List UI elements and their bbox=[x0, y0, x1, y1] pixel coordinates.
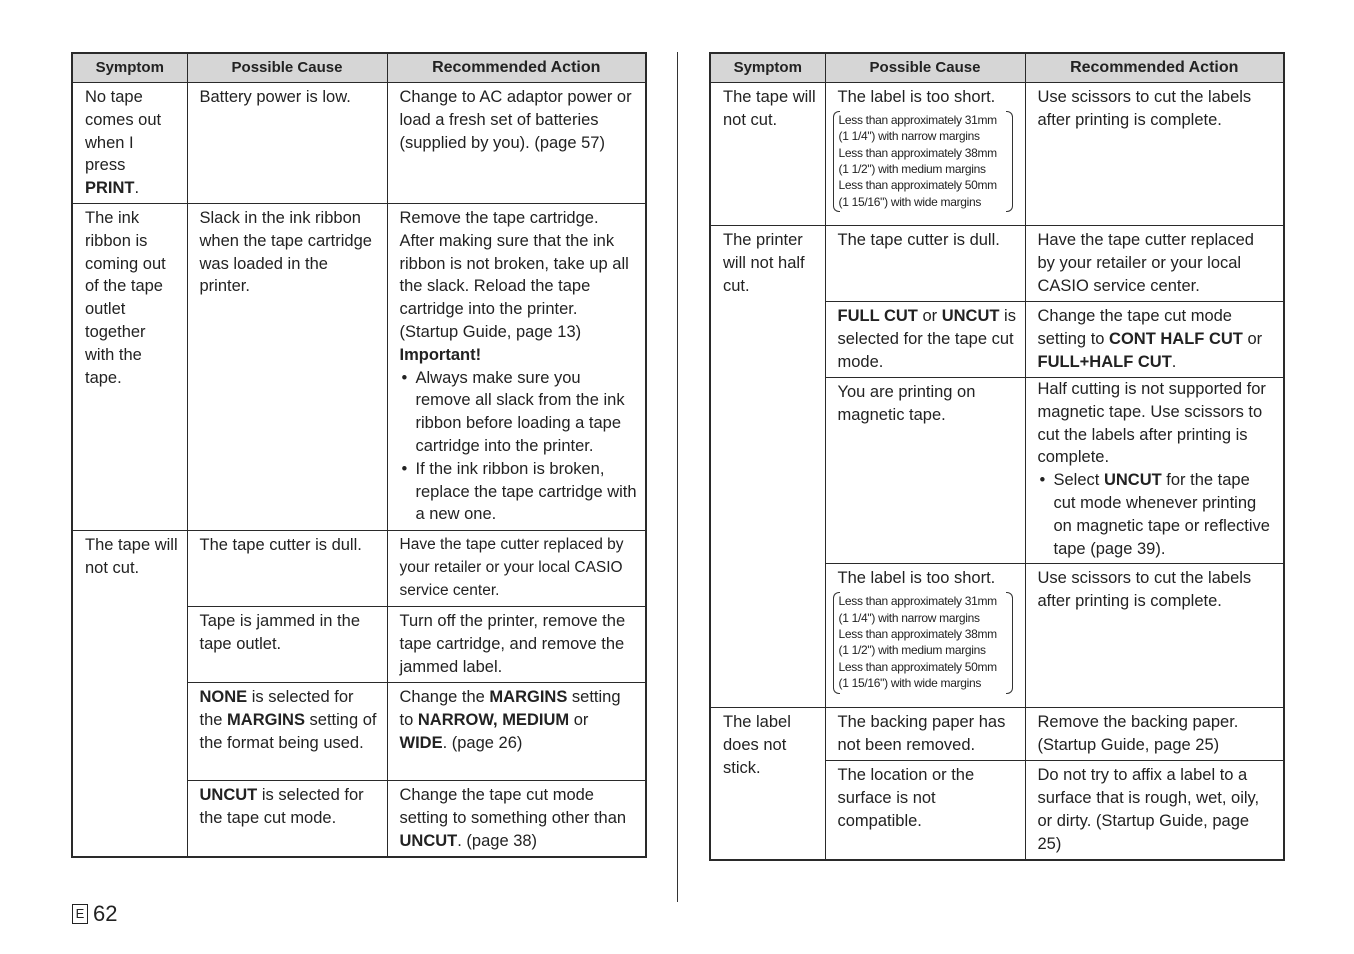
margin-note: Less than approximately 31mm (1 1/4") with narrow margins Less than approximately 38mm (1 1/2") with medium margins Less than approximately 50mm (1 15/16") with wide margins bbox=[835, 592, 1013, 693]
cause-cell: Slack in the ink ribbon when the tape cartridge was loaded in the printer. bbox=[187, 204, 387, 531]
cause-cell: The backing paper has not been removed. bbox=[825, 708, 1025, 761]
action-cell: Remove the tape cartridge. After making sure that the ink ribbon is not broken, take up all the slack. Reload the tape cartridge into the printer. (Startup Guide, page 13) Important! • Always make sure you remove all slack from the ink ribbon before loading a tape cartridge into the printer. • If the ink ribbon is broken, replace the tape cartridge with a new one. bbox=[387, 204, 646, 531]
action-cell: Have the tape cutter replaced by your retailer or your local CASIO service center. bbox=[387, 531, 646, 607]
right-brace bbox=[1006, 592, 1013, 693]
header-possible-cause: Possible Cause bbox=[187, 53, 387, 83]
header-possible-cause: Possible Cause bbox=[825, 53, 1025, 83]
troubleshooting-table-right bbox=[709, 52, 1285, 861]
symptom-cell: The tape will not cut. bbox=[72, 531, 187, 857]
cause-cell: NONE is selected for the MARGINS setting of the format being used. bbox=[187, 683, 387, 781]
table-row bbox=[72, 531, 646, 607]
page-number-value: 62 bbox=[93, 901, 118, 926]
left-brace bbox=[833, 111, 840, 212]
troubleshooting-table-left bbox=[71, 52, 647, 858]
column-divider bbox=[677, 52, 678, 902]
important-label: Important! bbox=[399, 345, 482, 364]
list-item: • Select UNCUT for the tape cut mode whenever printing on magnetic tape or reflective tape (page 39). bbox=[1038, 469, 1276, 560]
cause-cell: Battery power is low. bbox=[187, 83, 387, 204]
symptom-cell: The printer will not half cut. bbox=[710, 226, 825, 708]
table-header-row bbox=[72, 53, 646, 83]
table-row bbox=[72, 204, 646, 531]
action-cell: Turn off the printer, remove the tape cartridge, and remove the jammed label. bbox=[387, 607, 646, 683]
action-cell: Do not try to affix a label to a surface that is rough, wet, oily, or dirty. (Startup Guide, page 25) bbox=[1025, 761, 1284, 860]
list-item: • Always make sure you remove all slack from the ink ribbon before loading a tape cartridge into the printer. bbox=[400, 367, 638, 458]
margin-note: Less than approximately 31mm (1 1/4") with narrow margins Less than approximately 38mm (1 1/2") with medium margins Less than approximately 50mm (1 15/16") with wide margins bbox=[835, 111, 1013, 212]
cause-cell: FULL CUT or UNCUT is selected for the tape cut mode. bbox=[825, 302, 1025, 378]
bullet-list bbox=[1038, 469, 1276, 560]
right-brace bbox=[1006, 111, 1013, 212]
cause-cell: The label is too short. Less than approximately 31mm (1 1/4") with narrow margins Less than approximately 38mm (1 1/2") with medium margins Less than approximately 50mm (1 15/16") with wide margins bbox=[825, 83, 1025, 226]
action-cell: Change the tape cut mode setting to something other than UNCUT. (page 38) bbox=[387, 781, 646, 857]
header-symptom: Symptom bbox=[72, 53, 187, 83]
cause-cell: The tape cutter is dull. bbox=[187, 531, 387, 607]
cause-cell: The location or the surface is not compatible. bbox=[825, 761, 1025, 860]
cause-cell: Tape is jammed in the tape outlet. bbox=[187, 607, 387, 683]
table-row bbox=[710, 83, 1284, 226]
language-marker: E bbox=[72, 904, 88, 924]
action-cell: Change to AC adaptor power or load a fresh set of batteries (supplied by you). (page 57) bbox=[387, 83, 646, 204]
cause-cell: UNCUT is selected for the tape cut mode. bbox=[187, 781, 387, 857]
action-cell: Use scissors to cut the labels after printing is complete. bbox=[1025, 83, 1284, 226]
table-row bbox=[72, 83, 646, 204]
header-recommended-action: Recommended Action bbox=[387, 53, 646, 83]
action-cell: Change the tape cut mode setting to CONT HALF CUT or FULL+HALF CUT. bbox=[1025, 302, 1284, 378]
cause-cell: The label is too short. Less than approximately 31mm (1 1/4") with narrow margins Less than approximately 38mm (1 1/2") with medium margins Less than approximately 50mm (1 15/16") with wide margins bbox=[825, 564, 1025, 708]
symptom-cell: The ink ribbon is coming out of the tape outlet together with the tape. bbox=[72, 204, 187, 531]
action-cell: Half cutting is not supported for magnetic tape. Use scissors to cut the labels after printing is complete. • Select UNCUT for the tape cut mode whenever printing on magnetic tape or reflective tape (page 39). bbox=[1025, 378, 1284, 564]
table-row bbox=[710, 226, 1284, 302]
page-number bbox=[72, 900, 117, 928]
cause-cell: You are printing on magnetic tape. bbox=[825, 378, 1025, 564]
cause-cell: The tape cutter is dull. bbox=[825, 226, 1025, 302]
symptom-cell: The tape will not cut. bbox=[710, 83, 825, 226]
table-header-row bbox=[710, 53, 1284, 83]
header-recommended-action: Recommended Action bbox=[1025, 53, 1284, 83]
action-cell: Use scissors to cut the labels after printing is complete. bbox=[1025, 564, 1284, 708]
left-brace bbox=[833, 592, 840, 693]
action-cell: Change the MARGINS setting to NARROW, MEDIUM or WIDE. (page 26) bbox=[387, 683, 646, 781]
table-row bbox=[710, 708, 1284, 761]
action-cell: Remove the backing paper. (Startup Guide, page 25) bbox=[1025, 708, 1284, 761]
symptom-cell: The label does not stick. bbox=[710, 708, 825, 860]
list-item: • If the ink ribbon is broken, replace the tape cartridge with a new one. bbox=[400, 458, 638, 526]
action-cell: Have the tape cutter replaced by your retailer or your local CASIO service center. bbox=[1025, 226, 1284, 302]
header-symptom: Symptom bbox=[710, 53, 825, 83]
bullet-list bbox=[400, 367, 638, 527]
symptom-cell: No tape comes out when I press PRINT. bbox=[72, 83, 187, 204]
